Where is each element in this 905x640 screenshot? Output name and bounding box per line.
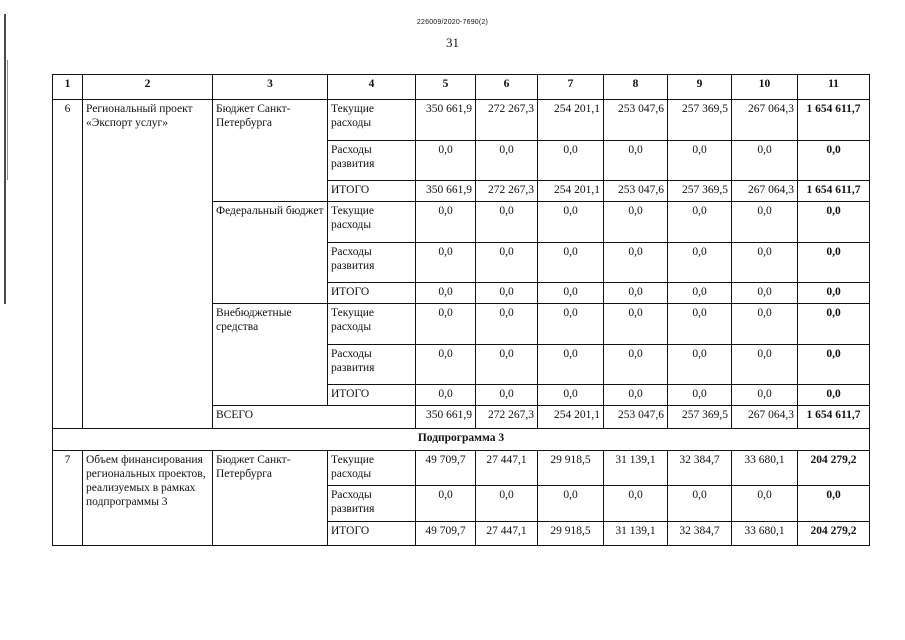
scan-edge-artifact [4, 14, 6, 304]
header-cell: 2 [83, 75, 213, 100]
value-cell: 0,0 [538, 243, 604, 283]
value-cell: 0,0 [668, 486, 732, 522]
header-row [53, 75, 870, 100]
value-cell: 27 447,1 [476, 522, 538, 546]
table-row [53, 100, 870, 141]
value-cell: 350 661,9 [416, 406, 476, 429]
project-name: Объем финансирования региональных проектов, реализуемых в рамках подпрограммы 3 [83, 451, 213, 546]
value-cell: 0,0 [732, 304, 798, 345]
value-cell: 0,0 [416, 385, 476, 406]
value-cell: 0,0 [732, 243, 798, 283]
value-cell: 0,0 [416, 345, 476, 385]
value-cell: 253 047,6 [604, 406, 668, 429]
value-cell: 0,0 [476, 304, 538, 345]
value-cell: 0,0 [604, 385, 668, 406]
value-cell: 0,0 [538, 202, 604, 243]
total-cell: 1 654 611,7 [798, 406, 870, 429]
value-cell: 253 047,6 [604, 100, 668, 141]
value-cell: 0,0 [668, 141, 732, 181]
value-cell: 29 918,5 [538, 451, 604, 486]
all-label: ВСЕГО [213, 406, 416, 429]
value-cell: 257 369,5 [668, 406, 732, 429]
total-cell: 204 279,2 [798, 451, 870, 486]
value-cell: 0,0 [538, 141, 604, 181]
value-cell: 257 369,5 [668, 100, 732, 141]
value-cell: 253 047,6 [604, 181, 668, 202]
total-cell: 0,0 [798, 385, 870, 406]
value-cell: 0,0 [604, 283, 668, 304]
project-name: Региональный проект «Экспорт услуг» [83, 100, 213, 429]
value-cell: 33 680,1 [732, 522, 798, 546]
value-cell: 0,0 [476, 283, 538, 304]
expense-type: Текущие расходы [328, 100, 416, 141]
value-cell: 0,0 [604, 141, 668, 181]
page-number: 31 [446, 35, 459, 50]
funding-source: Бюджет Санкт-Петербурга [213, 100, 328, 202]
expense-type: Текущие расходы [328, 304, 416, 345]
value-cell: 0,0 [476, 202, 538, 243]
header-cell: 1 [53, 75, 83, 100]
total-cell: 1 654 611,7 [798, 181, 870, 202]
value-cell: 267 064,3 [732, 100, 798, 141]
expense-type: ИТОГО [328, 283, 416, 304]
value-cell: 272 267,3 [476, 406, 538, 429]
total-cell: 0,0 [798, 141, 870, 181]
value-cell: 0,0 [604, 304, 668, 345]
expense-type: Текущие расходы [328, 451, 416, 486]
expense-type: ИТОГО [328, 385, 416, 406]
value-cell: 0,0 [538, 486, 604, 522]
value-cell: 0,0 [538, 345, 604, 385]
row-number: 6 [53, 100, 83, 429]
value-cell: 0,0 [604, 202, 668, 243]
value-cell: 0,0 [604, 345, 668, 385]
value-cell: 0,0 [732, 345, 798, 385]
header-cell: 6 [476, 75, 538, 100]
expense-type: Расходы развития [328, 243, 416, 283]
value-cell: 0,0 [732, 141, 798, 181]
funding-source: Федеральный бюджет [213, 202, 328, 304]
value-cell: 0,0 [538, 283, 604, 304]
value-cell: 272 267,3 [476, 100, 538, 141]
expense-type: Расходы развития [328, 486, 416, 522]
value-cell: 0,0 [668, 345, 732, 385]
value-cell: 0,0 [416, 141, 476, 181]
value-cell: 0,0 [416, 304, 476, 345]
value-cell: 0,0 [668, 385, 732, 406]
value-cell: 0,0 [732, 283, 798, 304]
total-cell: 204 279,2 [798, 522, 870, 546]
value-cell: 0,0 [476, 345, 538, 385]
header-cell: 8 [604, 75, 668, 100]
total-cell: 0,0 [798, 283, 870, 304]
value-cell: 0,0 [476, 385, 538, 406]
value-cell: 0,0 [668, 304, 732, 345]
value-cell: 254 201,1 [538, 181, 604, 202]
value-cell: 0,0 [476, 486, 538, 522]
value-cell: 0,0 [732, 385, 798, 406]
value-cell: 0,0 [732, 202, 798, 243]
expense-type: Расходы развития [328, 345, 416, 385]
value-cell: 272 267,3 [476, 181, 538, 202]
header-cell: 11 [798, 75, 870, 100]
value-cell: 33 680,1 [732, 451, 798, 486]
value-cell: 27 447,1 [476, 451, 538, 486]
value-cell: 254 201,1 [538, 100, 604, 141]
total-cell: 1 654 611,7 [798, 100, 870, 141]
funding-source: Внебюджетные средства [213, 304, 328, 406]
value-cell: 0,0 [416, 202, 476, 243]
total-cell: 0,0 [798, 486, 870, 522]
value-cell: 32 384,7 [668, 451, 732, 486]
value-cell: 257 369,5 [668, 181, 732, 202]
document-id: 226009/2020-7690(2) [416, 19, 489, 26]
value-cell: 254 201,1 [538, 406, 604, 429]
value-cell: 32 384,7 [668, 522, 732, 546]
value-cell: 350 661,9 [416, 181, 476, 202]
expense-type: ИТОГО [328, 522, 416, 546]
value-cell: 29 918,5 [538, 522, 604, 546]
value-cell: 31 139,1 [604, 522, 668, 546]
header-cell: 3 [213, 75, 328, 100]
value-cell: 0,0 [668, 283, 732, 304]
value-cell: 267 064,3 [732, 181, 798, 202]
value-cell: 0,0 [416, 283, 476, 304]
total-cell: 0,0 [798, 345, 870, 385]
total-cell: 0,0 [798, 202, 870, 243]
value-cell: 0,0 [668, 202, 732, 243]
funding-source: Бюджет Санкт-Петербурга [213, 451, 328, 546]
subprogram-title: Подпрограмма 3 [53, 429, 870, 451]
scan-edge-artifact-2 [7, 60, 8, 180]
table-row [53, 451, 870, 486]
value-cell: 49 709,7 [416, 451, 476, 486]
value-cell: 0,0 [604, 243, 668, 283]
header-cell: 9 [668, 75, 732, 100]
header-cell: 4 [328, 75, 416, 100]
total-cell: 0,0 [798, 304, 870, 345]
header-cell: 7 [538, 75, 604, 100]
value-cell: 0,0 [538, 304, 604, 345]
header-cell: 10 [732, 75, 798, 100]
value-cell: 0,0 [476, 141, 538, 181]
value-cell: 350 661,9 [416, 100, 476, 141]
value-cell: 0,0 [538, 385, 604, 406]
value-cell: 0,0 [604, 486, 668, 522]
value-cell: 31 139,1 [604, 451, 668, 486]
total-cell: 0,0 [798, 243, 870, 283]
row-number: 7 [53, 451, 83, 546]
expense-type: ИТОГО [328, 181, 416, 202]
expense-type: Расходы развития [328, 141, 416, 181]
value-cell: 0,0 [416, 243, 476, 283]
value-cell: 0,0 [668, 243, 732, 283]
expense-type: Текущие расходы [328, 202, 416, 243]
subprogram-row [53, 429, 870, 451]
value-cell: 0,0 [732, 486, 798, 522]
header-cell: 5 [416, 75, 476, 100]
value-cell: 49 709,7 [416, 522, 476, 546]
value-cell: 0,0 [476, 243, 538, 283]
value-cell: 0,0 [416, 486, 476, 522]
value-cell: 267 064,3 [732, 406, 798, 429]
budget-table [52, 74, 870, 546]
